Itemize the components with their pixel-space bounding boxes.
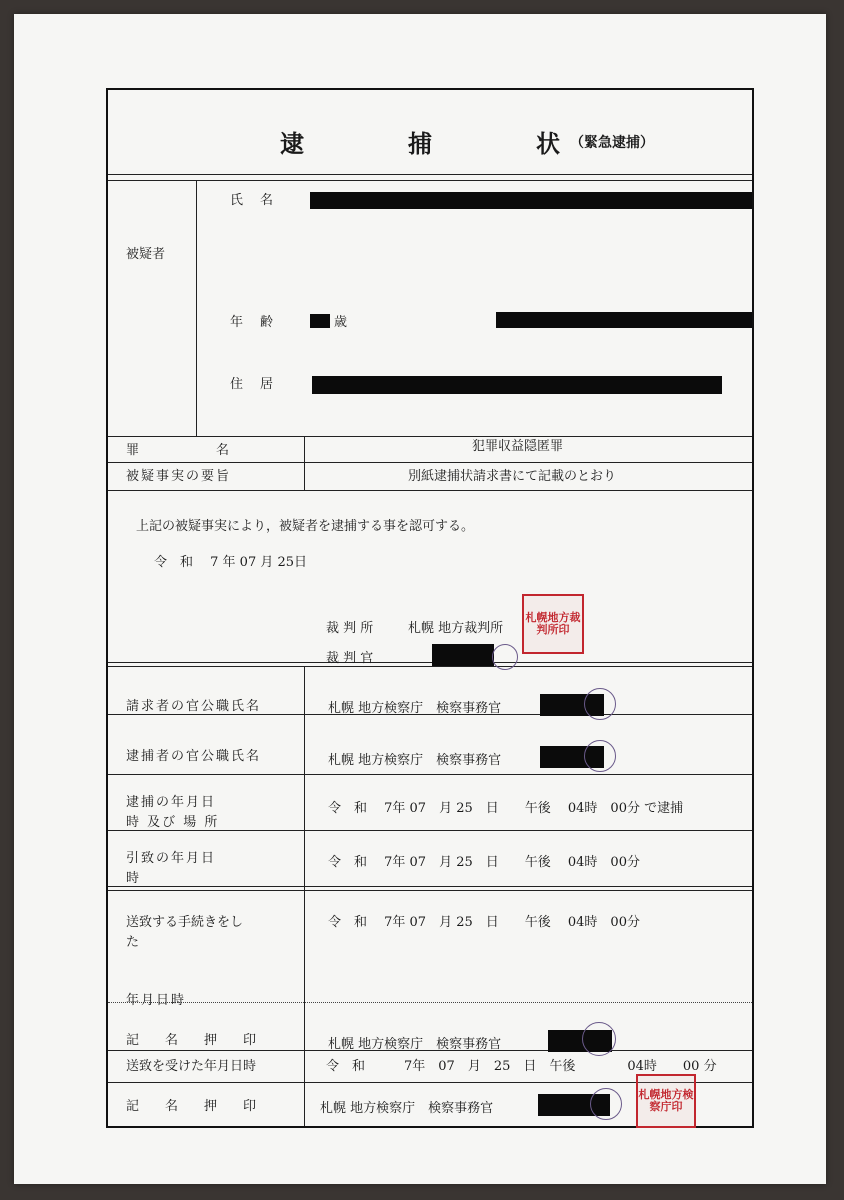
send-procedure-label-3: 年月日時 [126, 993, 187, 1008]
escort-time-label-1: 引致の年月日 [126, 851, 217, 866]
redacted-name [310, 192, 752, 209]
age-label: 年 齢 [230, 315, 276, 330]
signature-1-value: 札幌 地方検察庁 検察事務官 [328, 1037, 502, 1052]
age-unit: 歳 [334, 315, 348, 330]
permission-statement: 上記の被疑事実により，被疑者を逮捕する事を認可する。 [136, 519, 475, 534]
arrester-value: 札幌 地方検察庁 検察事務官 [328, 753, 502, 768]
requester-label: 請求者の官公職氏名 [126, 699, 262, 714]
redacted-residence [312, 376, 722, 394]
residence-label: 住 居 [230, 377, 276, 392]
arrest-time-label-2: 時 及び 場 所 [126, 815, 220, 830]
divider [108, 490, 752, 491]
prosecutor-office-seal [636, 1074, 696, 1128]
arrester-seal [584, 740, 616, 772]
received-time-value: 令 和 7年 07 月 25 日 午後 04時 00 分 [326, 1059, 717, 1074]
redacted-birthdate [496, 312, 752, 328]
divider [108, 662, 752, 663]
requester-value: 札幌 地方検察庁 検察事務官 [328, 701, 502, 716]
permission-date: 令 和 7 年 07 月 25日 [154, 555, 308, 570]
suspect-section-label: 被疑者 [126, 247, 166, 262]
facts-value: 別紙逮捕状請求書にて記載のとおり [408, 469, 617, 484]
title-char-3: 状 [536, 129, 560, 158]
arrest-warrant-form [106, 88, 754, 1128]
escort-time-value: 令 和 7年 07 月 25 日 午後 04時 00分 [328, 855, 640, 870]
signature-2-label: 記 名 押 印 [126, 1099, 257, 1114]
send-procedure-value: 令 和 7年 07 月 25 日 午後 04時 00分 [328, 915, 640, 930]
court-label: 裁 判 所 [326, 621, 374, 636]
divider [108, 666, 752, 667]
signature-1-label: 記 名 押 印 [126, 1033, 257, 1048]
arrest-time-value: 令 和 7年 07 月 25 日 午後 04時 00分 で逮捕 [328, 801, 684, 816]
requester-seal [584, 688, 616, 720]
court-seal-text: 札幌地方裁判所印 [525, 611, 581, 636]
name-label: 氏 名 [230, 193, 276, 208]
title-char-2: 捕 [408, 129, 432, 158]
divider-vertical [196, 180, 197, 436]
send-procedure-label-2: た [126, 935, 140, 950]
signature-2-value: 札幌 地方検察庁 検察事務官 [320, 1101, 494, 1116]
received-time-label: 送致を受けた年月日時 [126, 1059, 257, 1074]
prosecutor-seal-text: 札幌地方検察庁印 [638, 1088, 694, 1113]
divider [108, 774, 752, 775]
judge-label: 裁 判 官 [326, 651, 374, 666]
arrest-time-label-1: 逮捕の年月日 [126, 795, 217, 810]
divider-vertical [304, 436, 305, 490]
title-subtitle: （緊急逮捕） [570, 135, 654, 151]
divider-vertical [304, 666, 305, 1126]
redacted-judge-name [432, 644, 494, 666]
divider-dotted [108, 1002, 752, 1003]
signature-2-personal-seal [590, 1088, 622, 1120]
divider [108, 436, 752, 437]
send-procedure-label-1: 送致する手続きをし [126, 915, 244, 930]
crime-value: 犯罪収益隠匿罪 [472, 439, 564, 454]
divider [108, 174, 752, 175]
judge-personal-seal [492, 644, 518, 670]
court-value: 札幌 地方裁判所 [408, 621, 504, 636]
escort-time-label-2: 時 [126, 871, 142, 886]
divider [108, 886, 752, 887]
title-char-1: 逮 [280, 129, 304, 158]
document-paper [14, 14, 826, 1184]
facts-label: 被疑事実の要旨 [126, 469, 232, 484]
arrester-label: 逮捕者の官公職氏名 [126, 749, 262, 764]
signature-1-seal [582, 1022, 616, 1056]
redacted-age [310, 314, 330, 328]
divider [108, 180, 752, 181]
divider [108, 890, 752, 891]
divider [108, 830, 752, 831]
court-seal [522, 594, 584, 654]
divider [108, 462, 752, 463]
crime-label: 罪 名 [126, 443, 232, 458]
